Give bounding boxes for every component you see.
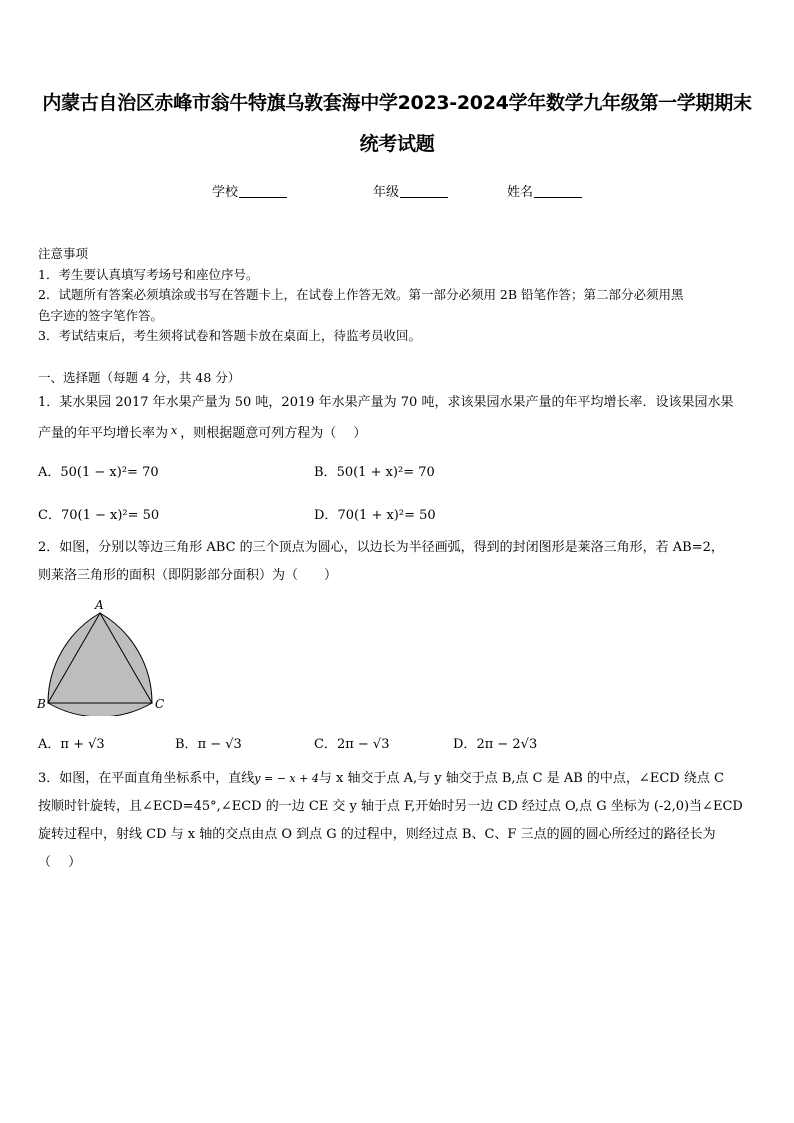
notes-item: 色字迹的签字笔作答。: [38, 307, 164, 323]
q1-text-tail: ，则根据题意可列方程为（ ）: [180, 426, 367, 441]
q3-line1: [38, 765, 760, 793]
q2-option-c[interactable]: [314, 733, 389, 752]
notes-heading: 注意事项: [38, 246, 89, 261]
q2-line2: 则莱洛三角形的面积（即阴影部分面积）为（ ）: [38, 568, 338, 583]
q1-text: 产量的年平均增长率为: [38, 426, 169, 441]
question-2: [38, 534, 760, 590]
name-blank[interactable]: [534, 185, 582, 198]
q1-option-d[interactable]: [314, 504, 436, 523]
q2-line1: 2．如图，分别以等边三角形 ABC 的三个顶点为圆心，以边长为半径画弧，得到的封闭图形是莱洛三角形，若 AB=2，: [38, 540, 724, 555]
vertex-label-b: B: [37, 697, 46, 711]
reuleaux-triangle-figure: [34, 598, 174, 716]
q3-text: 3．如图，在平面直角坐标系中，直线: [38, 771, 255, 786]
grade-field[interactable]: [373, 181, 448, 200]
q3-line4: （ ）: [38, 855, 82, 870]
q1-option-a[interactable]: [38, 461, 159, 480]
option-label: D．: [453, 737, 477, 752]
q1-variable: x: [171, 424, 178, 437]
option-expr: π + √3: [60, 737, 105, 752]
q3-text-tail: 与 x 轴交于点 A,与 y 轴交于点 B,点 C 是 AB 的中点，∠ECD 绕点 C: [318, 771, 724, 786]
option-label: A．: [38, 737, 61, 752]
school-label: 学校: [212, 185, 239, 200]
reuleaux-shaded-region: [48, 613, 152, 716]
name-field[interactable]: [507, 181, 582, 200]
option-expr: π − √3: [197, 737, 242, 752]
q2-option-b[interactable]: [175, 733, 242, 752]
notes-item: 1．考生要认真填写考场号和座位序号。: [38, 266, 259, 282]
exam-title-line1: 内蒙古自治区赤峰市翁牛特旗乌敦套海中学2023-2024学年数学九年级第一学期期末: [42, 92, 752, 114]
option-label: C．: [38, 508, 61, 523]
option-expr: 50(1 − x)²= 70: [60, 465, 159, 480]
notes-item: 2．试题所有答案必须填涂或书写在答题卡上，在试卷上作答无效。第一部分必须用 2B 铅笔作答；第二部分必须用黑: [38, 287, 684, 302]
option-label: D．: [314, 508, 338, 523]
q3-line3: 旋转过程中，射线 CD 与 x 轴的交点由点 O 到点 G 的过程中，则经过点 B、C、F 三点的圆的圆心所经过的路径长为: [38, 827, 716, 842]
q1-line2: [38, 417, 760, 445]
option-expr: 50(1 + x)²= 70: [336, 465, 435, 480]
vertex-label-c: C: [155, 697, 165, 711]
school-blank[interactable]: [239, 185, 287, 198]
grade-label: 年级: [373, 185, 400, 200]
option-label: B．: [175, 737, 198, 752]
section-heading: 一、选择题（每题 4 分，共 48 分）: [38, 370, 241, 385]
vertex-label-a: A: [95, 598, 104, 612]
q3-line-equation: y = − x + 4: [254, 772, 319, 785]
option-expr: 70(1 + x)²= 50: [337, 508, 436, 523]
option-label: B．: [314, 465, 337, 480]
option-expr: 70(1 − x)²= 50: [60, 508, 160, 523]
q2-option-a[interactable]: [38, 733, 105, 752]
option-expr: 2π − √3: [336, 737, 390, 752]
option-label: A．: [38, 465, 61, 480]
exam-title-line2: 统考试题: [359, 133, 435, 155]
option-label: C．: [314, 737, 337, 752]
q1-line1: 1．某水果园 2017 年水果产量为 50 吨，2019 年水果产量为 70 吨，求该果园水果产量的年平均增长率．设该果园水果: [38, 395, 734, 410]
school-field[interactable]: [212, 181, 287, 200]
option-expr: 2π − 2√3: [476, 737, 538, 752]
question-3: [38, 765, 760, 877]
q3-line2: 按顺时针旋转，且∠ECD=45°,∠ECD 的一边 CE 交 y 轴于点 F,开始时另一边 CD 经过点 O,点 G 坐标为 (-2,0)当∠ECD: [38, 799, 743, 814]
q1-option-c[interactable]: [38, 504, 159, 523]
notes-block: [38, 244, 760, 347]
question-1: [38, 389, 760, 445]
grade-blank[interactable]: [400, 185, 448, 198]
q2-option-d[interactable]: [453, 733, 537, 752]
notes-item: 3．考试结束后，考生须将试卷和答题卡放在桌面上，待监考员收回。: [38, 328, 421, 343]
name-label: 姓名: [507, 185, 534, 200]
q1-option-b[interactable]: [314, 461, 435, 480]
